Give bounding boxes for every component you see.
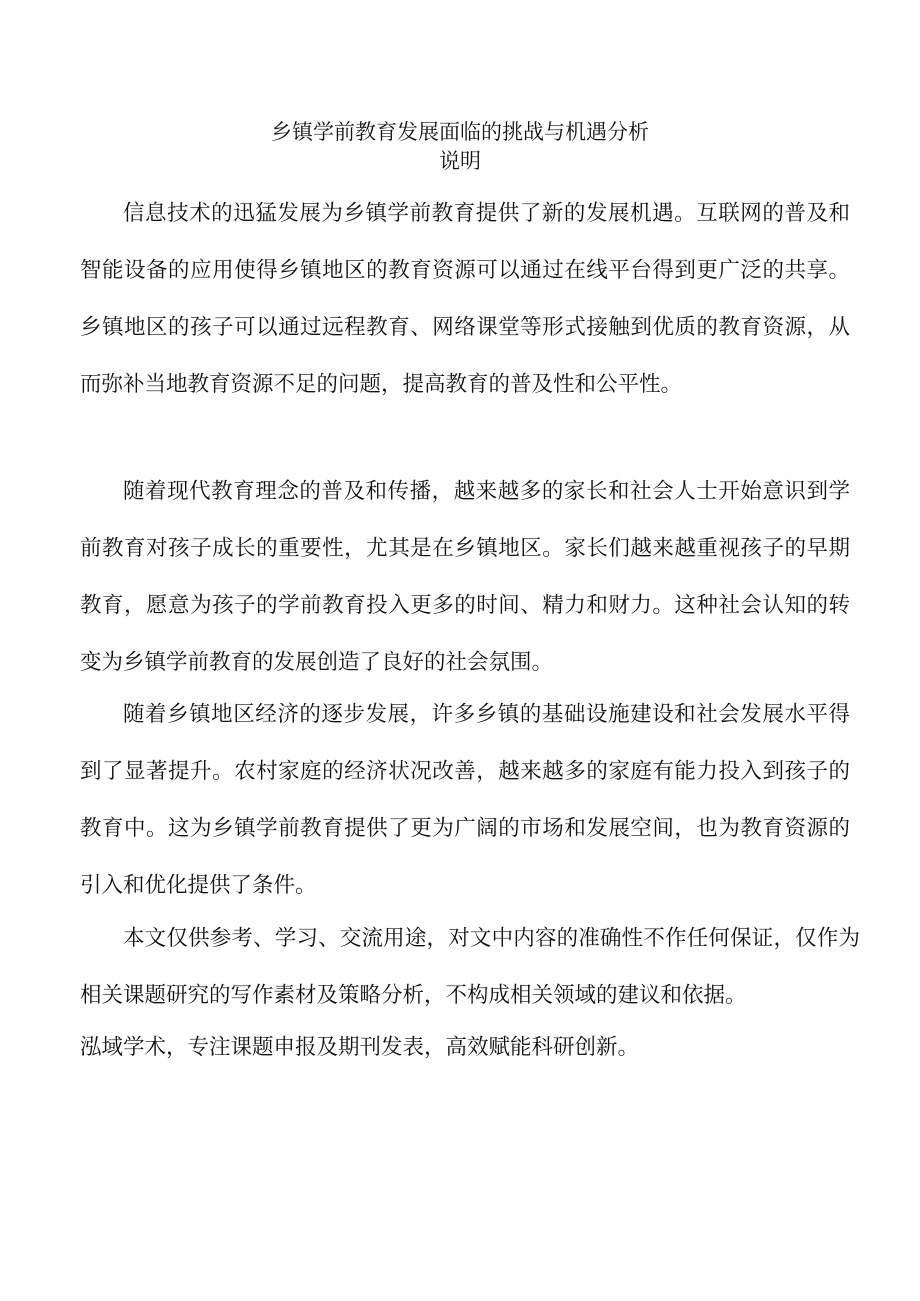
document-title: 乡镇学前教育发展面临的挑战与机遇分析 (271, 120, 649, 144)
document-subtitle: 说明 (439, 149, 481, 173)
paragraph-4-disclaimer: 本文仅供参考、学习、交流用途，对文中内容的准确性不作任何保证，仅作为相关课题研究的写作素材及策略分析，不构成相关领域的建议和依据。 (80, 926, 860, 1008)
paragraph-2: 随着现代教育理念的普及和传播，越来越多的家长和社会人士开始意识到学前教育对孩子成长的重要性，尤其是在乡镇地区。家长们越来越重视孩子的早期教育，愿意为孩子的学前教育投入更多的时间、精力和财力。这种社会认知的转变为乡镇学前教育的发展创造了良好的社会氛围。 (80, 479, 850, 675)
footer-note: 泓域学术，专注课题申报及期刊发表，高效赋能科研创新。 (80, 1035, 640, 1060)
paragraph-3: 随着乡镇地区经济的逐步发展，许多乡镇的基础设施建设和社会发展水平得到了显著提升。农村家庭的经济状况改善，越来越多的家庭有能力投入到孩子的教育中。这为乡镇学前教育提供了更为广阔的市场和发展空间，也为教育资源的引入和优化提供了条件。 (80, 702, 850, 898)
paragraph-1: 信息技术的迅猛发展为乡镇学前教育提供了新的发展机遇。互联网的普及和智能设备的应用使得乡镇地区的教育资源可以通过在线平台得到更广泛的共享。乡镇地区的孩子可以通过远程教育、网络课堂等形式接触到优质的教育资源，从而弥补当地教育资源不足的问题，提高教育的普及性和公平性。 (80, 201, 850, 397)
